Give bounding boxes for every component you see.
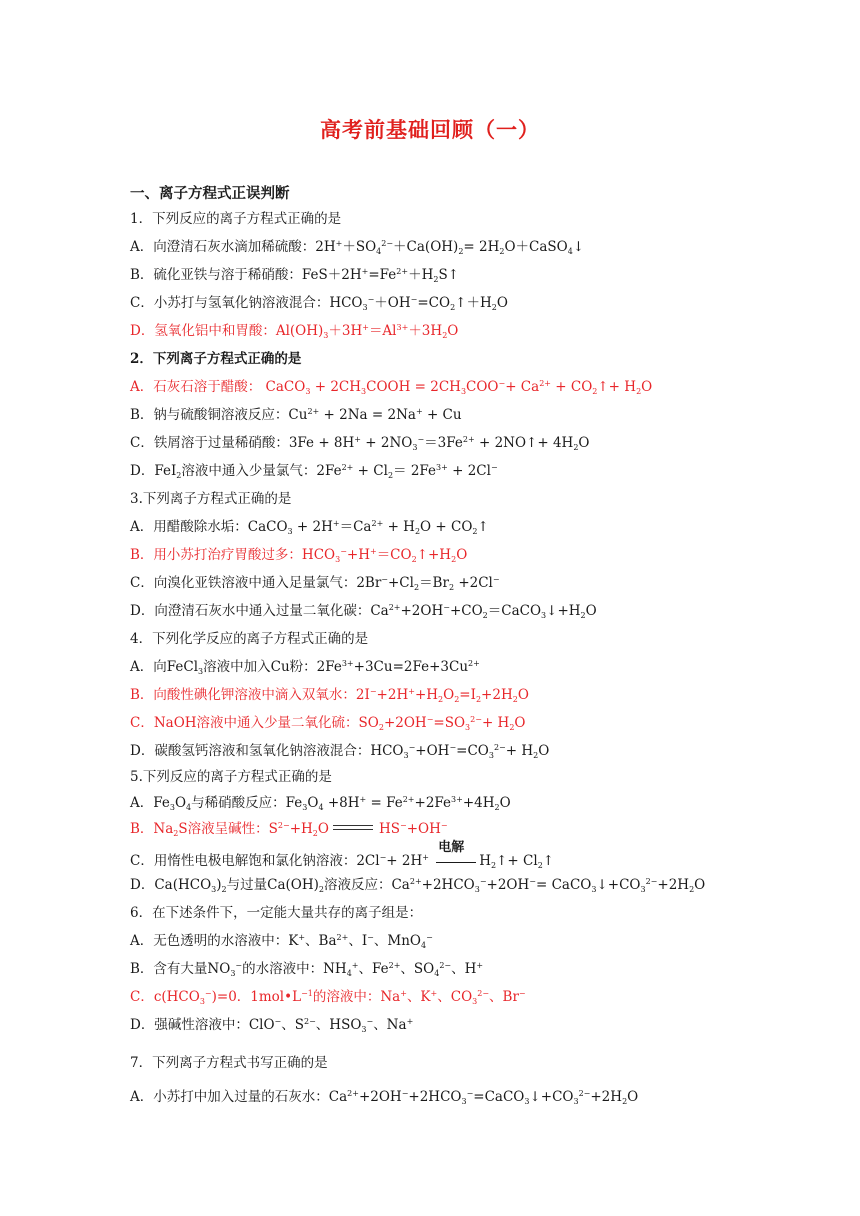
q4-option-c-answer: C．NaOH溶液中通入少量二氧化硫：$SO_2+2OH^-=SO_3^{2-}+ H_2O$ <box>130 715 526 732</box>
q2-stem: 2．下列离子方程式正确的是 <box>130 351 302 367</box>
q3-option-d: D．向澄清石灰水中通入过量二氧化碳：$Ca^{2+}+2OH^-+CO_2=CaCO_3↓+H_2O$ <box>130 603 597 620</box>
q5-option-b-answer: B．$Na_2S$溶液呈碱性：$S^{2-}+H_2O$ HS−+OH− <box>130 821 448 838</box>
q6-option-a: A．无色透明的水溶液中：K+、$Ba^{2+}$、I−、MnO$_4$− <box>130 933 433 950</box>
q4-option-b-answer: B．向酸性碘化钾溶液中滴入双氧水：$2I^-+2H^++H_2O_2=I_2+2H_2O$ <box>130 687 529 704</box>
q3-option-a: A．用醋酸除水垢：CaCO$_3$ + $2H^+=Ca^{2+} + H_2O$ + $CO_2↑$ <box>130 519 489 536</box>
q1-option-a: A．向澄清石灰水滴加稀硫酸：$2H^++SO_4^{2-}+Ca(OH)_2=$ $2H_2O+CaSO_4↓$ <box>130 239 585 256</box>
page-title: 高考前基础回顾（一） <box>320 117 540 142</box>
q1-option-d-answer: D．氢氧化铝中和胃酸：$Al(OH)_3+3H^+=Al^{3+}+3H_2O$ <box>130 323 459 340</box>
q7-option-a: A．小苏打中加入过量的石灰水：$Ca^{2+}+2OH^-+2HCO_3^-=CaCO_3↓+CO_3^{2-}+2H_2O$ <box>130 1089 639 1106</box>
q1-option-c: C．小苏打与氢氧化钠溶液混合：$HCO_3^-+OH^-=CO_2↑+H_2O$ <box>130 295 508 312</box>
section-heading: 一、离子方程式正误判断 <box>130 185 290 202</box>
q6-option-d: D．强碱性溶液中：ClO−、$S^{2-}$、$HSO_3^-$、Na+ <box>130 1017 414 1034</box>
electrolysis-label: 电解 <box>438 840 465 855</box>
q6-stem: 6．在下述条件下，一定能大量共存的离子组是： <box>130 905 423 921</box>
q5-option-c: C．用惰性电极电解饱和氯化钠溶液：2Cl−+ 2H+ 电解 $H_2↑+$ $Cl_2↑$ <box>130 840 555 870</box>
q7-stem: 7．下列离子方程式书写正确的是 <box>130 1055 328 1071</box>
q2-option-a-answer: A．石灰石溶于醋酸： CaCO$_3$ + $2CH_3COOH = 2CH_3COO^-+ Ca^{2+}$ + $CO_2↑+ H_2O$ <box>130 379 653 396</box>
q1-stem: 1．下列反应的离子方程式正确的是 <box>130 211 342 227</box>
equilibrium-arrow-icon <box>331 824 377 832</box>
q4-option-a: A．向FeCl$_3$溶液中加入Cu粉：$2Fe^{3+}+3Cu=2Fe+3Cu^{2+}$ <box>130 659 480 676</box>
q6-option-b: B．含有大量$NO_3^-$的水溶液中：$NH_4^+$、$Fe^{2+}$、$SO_4^{2-}$、H+ <box>130 961 484 978</box>
q4-stem: 4．下列化学反应的离子方程式正确的是 <box>130 631 369 647</box>
q3-option-c: C．向溴化亚铁溶液中通入足量氯气：$2Br^-+Cl_2=Br_2 +2Cl^-$ <box>130 575 500 592</box>
q1-option-b: B．硫化亚铁与溶于稀硝酸：$FeS+2H^+=Fe^{2+}+H_2S↑$ <box>130 267 460 284</box>
q6-option-c-answer: C．$c(HCO_3^-)=0$．$1mol•L^{-1}$的溶液中：Na+、K+、$CO_3^{2-}$、Br− <box>130 989 526 1006</box>
q2-option-d: D．FeI$_2$溶液中通入少量氯气：$2Fe^{2+} + Cl_2= 2Fe^{3+} + 2Cl^-$ <box>130 463 498 480</box>
q4-option-d: D．碳酸氢钙溶液和氢氧化钠溶液混合：$HCO_3^-+OH^-=CO_3^{2-}+ H_2O$ <box>130 743 550 760</box>
q2-option-b: B．钠与硫酸铜溶液反应：$Cu^{2+} + 2Na = 2Na^+ + Cu$ <box>130 407 462 423</box>
electrolysis-arrow-icon <box>436 840 476 863</box>
q5-option-d: D．$Ca(HCO_3)_2$与过量$Ca(OH)_2$溶液反应：$Ca^{2+}+2HCO_3^-+2OH^-=$ $CaCO_3↓+CO_3^{2-}+2H_2O$ <box>130 877 706 894</box>
q5-option-a: A．$Fe_3O_4$与稀硝酸反应：$Fe_3O_4 +8H^+ = Fe^{2+}+2Fe^{3+}+4H_2O$ <box>130 795 511 812</box>
q5-stem: 5.下列反应的离子方程式正确的是 <box>130 769 332 785</box>
q3-stem: 3.下列离子方程式正确的是 <box>130 491 292 507</box>
q2-option-c: C．铁屑溶于过量稀硝酸：$3Fe + 8H^+ + 2NO_3^-=3Fe^{2+}$ + 2NO↑+ $4H_2O$ <box>130 435 590 452</box>
q3-option-b-answer: B．用小苏打治疗胃酸过多：$HCO_3^-+H^+=CO_2↑+H_2O$ <box>130 547 468 564</box>
